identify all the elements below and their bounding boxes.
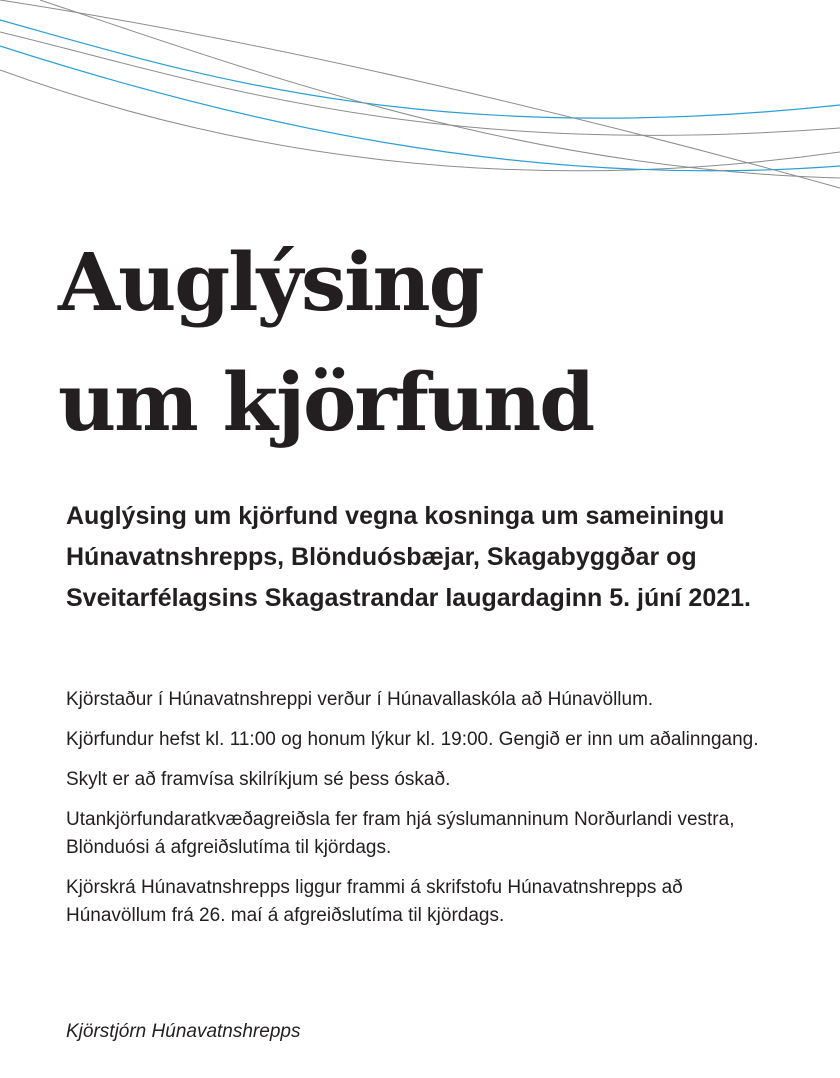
decorative-swoosh-lines [0, 0, 840, 200]
paragraph-hours: Kjörfundur hefst kl. 11:00 og honum lýkur kl. 19:00. Gengið er inn um aðalinngang. [66, 729, 759, 750]
body-text [66, 686, 786, 942]
title-line-1: Auglýsing [58, 235, 483, 329]
title-line-2: um kjörfund [58, 355, 594, 449]
signature: Kjörstjórn Húnavatnshrepps [66, 1021, 301, 1042]
swoosh-line-gray-4 [0, 0, 840, 188]
paragraph-identification: Skylt er að framvísa skilríkjum sé þess óskað. [66, 769, 451, 790]
paragraph-voter-register: Kjörskrá Húnavatnshrepps liggur frammi á skrifstofu Húnavatnshrepps að Húnavöllum frá 26. maí á afgreiðslutíma til kjördags. [66, 877, 683, 926]
paragraph-polling-place: Kjörstaður í Húnavatnshreppi verður í Húnavallaskóla að Húnavöllum. [66, 689, 654, 710]
subtitle: Auglýsing um kjörfund vegna kosninga um sameiningu Húnavatnshrepps, Blönduósbæjar, Skagabyggðar og Sveitarfélagsins Skagastrandar laugardaginn 5. júní 2021. [66, 502, 751, 612]
swoosh-line-gray-2 [0, 70, 840, 171]
page-title [58, 222, 593, 462]
swoosh-line-blue-1 [0, 20, 840, 118]
swoosh-line-blue-2 [0, 46, 840, 171]
paragraph-absentee-voting: Utankjörfundaratkvæðagreiðsla fer fram hjá sýslumanninum Norðurlandi vestra, Blönduósi á afgreiðslutíma til kjördags. [66, 809, 735, 858]
